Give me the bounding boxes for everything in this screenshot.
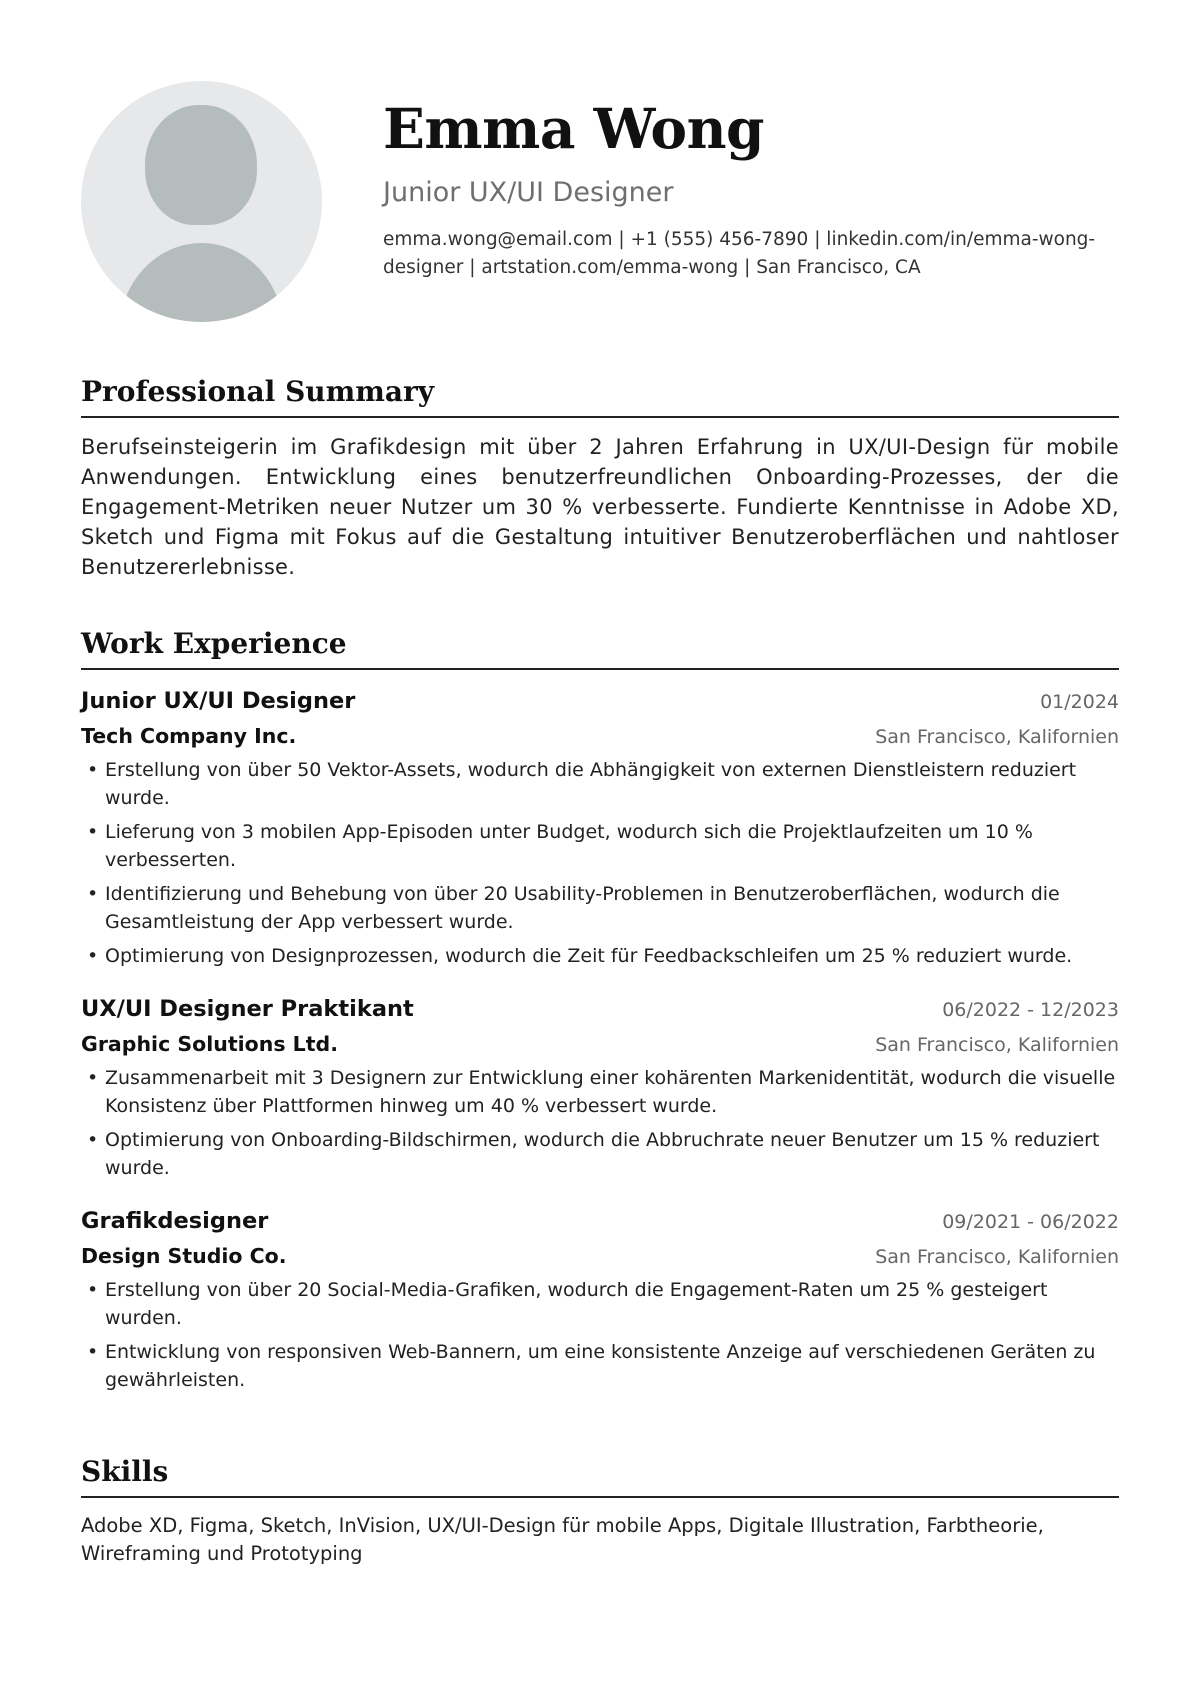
- job-role: UX/UI Designer Praktikant: [81, 996, 414, 1022]
- avatar-placeholder-icon: [81, 81, 322, 322]
- job-date: 01/2024: [1040, 691, 1119, 713]
- job-role: Grafikdesigner: [81, 1208, 269, 1234]
- job-company: Graphic Solutions Ltd.: [81, 1032, 338, 1056]
- avatar-body-shape: [119, 243, 284, 322]
- job-entry: [81, 1204, 1119, 1394]
- candidate-name: Emma Wong: [383, 96, 765, 161]
- summary-heading: Professional Summary: [81, 374, 1119, 418]
- bullet-item: • Lieferung von 3 mobilen App-Episoden unter Budget, wodurch sich die Projektlaufzeiten um 10 % verbesserten.: [81, 818, 1119, 874]
- candidate-title: Junior UX/UI Designer: [383, 177, 674, 208]
- job-company: Tech Company Inc.: [81, 724, 297, 748]
- bullet-item: • Erstellung von über 50 Vektor-Assets, wodurch die Abhängigkeit von externen Dienstleistern reduziert wurde.: [81, 756, 1119, 812]
- job-entry: [81, 992, 1119, 1182]
- skills-text: Adobe XD, Figma, Sketch, InVision, UX/UI-Design für mobile Apps, Digitale Illustration, Farbtheorie, Wireframing und Prototyping: [81, 1514, 1044, 1565]
- job-entry: [81, 684, 1119, 970]
- bullet-item: • Erstellung von über 20 Social-Media-Grafiken, wodurch die Engagement-Raten um 25 % gesteigert wurden.: [81, 1276, 1119, 1332]
- job-bullets: [81, 756, 1119, 970]
- bullet-item: • Optimierung von Designprozessen, wodurch die Zeit für Feedbackschleifen um 25 % reduziert wurde.: [81, 942, 1119, 970]
- avatar-head-shape: [145, 105, 257, 225]
- job-bullets: [81, 1064, 1119, 1182]
- job-date: 06/2022 - 12/2023: [942, 999, 1119, 1021]
- bullet-item: • Identifizierung und Behebung von über 20 Usability-Problemen in Benutzeroberflächen, wodurch die Gesamtleistung der App verbessert wurde.: [81, 880, 1119, 936]
- experience-section: [81, 626, 1119, 1400]
- bullet-item: • Zusammenarbeit mit 3 Designern zur Entwicklung einer kohärenten Markenidentität, wodurch die visuelle Konsistenz über Plattformen hinweg um 40 % verbessert wurde.: [81, 1064, 1119, 1120]
- skills-section: [81, 1454, 1119, 1568]
- skills-heading: Skills: [81, 1454, 1119, 1498]
- job-role: Junior UX/UI Designer: [81, 688, 356, 714]
- contact-info: emma.wong@email.com | +1 (555) 456-7890 | linkedin.com/in/emma-wong-designer | artstation.com/emma-wong | San Francisco, CA: [383, 229, 1096, 278]
- job-bullets: [81, 1276, 1119, 1394]
- experience-heading: Work Experience: [81, 626, 1119, 670]
- bullet-item: • Optimierung von Onboarding-Bildschirmen, wodurch die Abbruchrate neuer Benutzer um 15 % reduziert wurde.: [81, 1126, 1119, 1182]
- header: [383, 94, 1123, 282]
- bullet-item: • Entwicklung von responsiven Web-Bannern, um eine konsistente Anzeige auf verschiedenen Geräten zu gewährleisten.: [81, 1338, 1119, 1394]
- job-date: 09/2021 - 06/2022: [942, 1211, 1119, 1233]
- job-company: Design Studio Co.: [81, 1244, 287, 1268]
- job-location: San Francisco, Kalifornien: [875, 1246, 1119, 1268]
- summary-text: Berufseinsteigerin im Grafikdesign mit über 2 Jahren Erfahrung in UX/UI-Design für mobile Anwendungen. Entwicklung eines benutzerfreundlichen Onboarding-Prozesses, der die Engagement-Metriken neuer Nutzer um 30 % verbesserte. Fundierte Kenntnisse in Adobe XD, Sketch und Figma mit Fokus auf die Gestaltung intuitiver Benutzeroberflächen und nahtloser Benutzererlebnisse.: [81, 435, 1119, 579]
- summary-section: [81, 374, 1119, 582]
- job-location: San Francisco, Kalifornien: [875, 1034, 1119, 1056]
- job-location: San Francisco, Kalifornien: [875, 726, 1119, 748]
